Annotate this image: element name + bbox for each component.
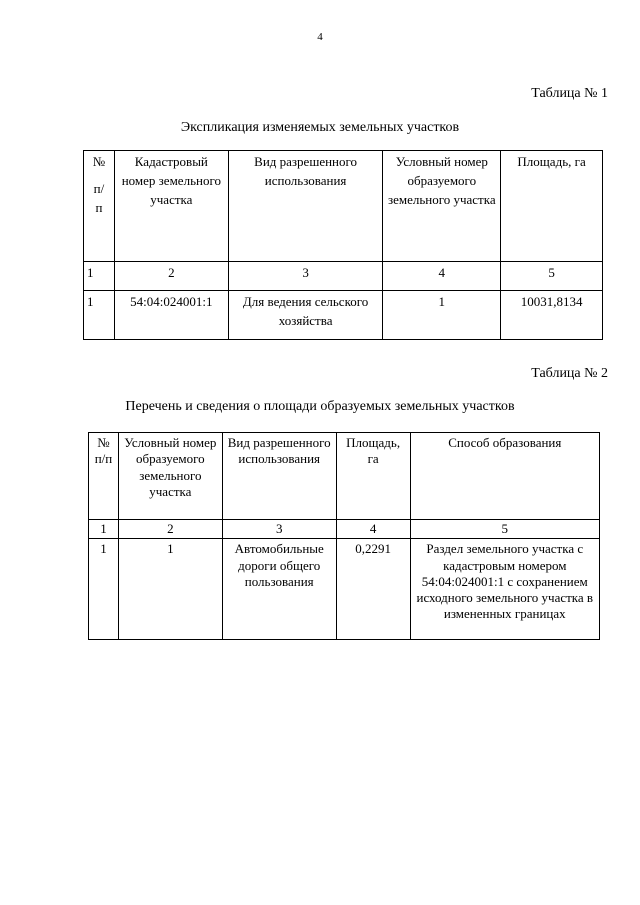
table2-number-4: 4 [336, 520, 410, 539]
table2-title: Перечень и сведения о площади образуемых земельных участков [125, 399, 515, 414]
table2-cell-usage: Автомобильные дороги общего пользования [222, 539, 336, 640]
table1-header-usage: Вид разрешенного использования [228, 151, 383, 262]
table-row [89, 539, 600, 640]
table1-number-1: 1 [84, 262, 115, 291]
table2-header-row [89, 433, 600, 520]
table-row [84, 291, 603, 340]
page-number: 4 [317, 31, 323, 43]
table2-header-usage: Вид разрешенного использования [222, 433, 336, 520]
table1-cell-cadastral: 54:04:024001:1 [114, 291, 228, 340]
table2-cell-num: 1 [89, 539, 119, 640]
table2-number-2: 2 [118, 520, 222, 539]
table1-header-conditional: Условный номер образуемого земельного участка [383, 151, 501, 262]
table1-number-2: 2 [114, 262, 228, 291]
table1-header-cadastral: Кадастровый номер земельного участка [114, 151, 228, 262]
table2-header-conditional: Условный номер образуемого земельного участка [118, 433, 222, 520]
table2-number-3: 3 [222, 520, 336, 539]
table2-number-5: 5 [410, 520, 599, 539]
table2-cell-method: Раздел земельного участка с кадастровым номером 54:04:024001:1 с сохранением исходного земельного участка в измененных границах [410, 539, 599, 640]
table1-header-num-top: № [92, 154, 106, 169]
table1-number-5: 5 [501, 262, 603, 291]
table1-numbers-row [84, 262, 603, 291]
table2-header-method: Способ образования [410, 433, 599, 520]
table1 [83, 150, 603, 340]
table2-header-num: № п/п [89, 433, 119, 520]
table1-title: Экспликация изменяемых земельных участков [180, 120, 460, 135]
table1-cell-usage: Для ведения сельского хозяйства [228, 291, 383, 340]
table1-number-4: 4 [383, 262, 501, 291]
table2-header-area: Площадь, га [336, 433, 410, 520]
table2-cell-area: 0,2291 [336, 539, 410, 640]
table1-cell-area: 10031,8134 [501, 291, 603, 340]
table1-label: Таблица № 1 [531, 86, 608, 101]
table2-number-1: 1 [89, 520, 119, 539]
table1-header-row [84, 151, 603, 262]
table1-number-3: 3 [228, 262, 383, 291]
table2-numbers-row [89, 520, 600, 539]
table2-label: Таблица № 2 [531, 366, 608, 381]
table1-cell-conditional: 1 [383, 291, 501, 340]
table1-header-num [84, 151, 115, 262]
table2 [88, 432, 600, 640]
table2-cell-conditional: 1 [118, 539, 222, 640]
table1-header-num-bottom: п/ п [93, 180, 105, 215]
table1-header-area: Площадь, га [501, 151, 603, 262]
table1-cell-num: 1 [84, 291, 115, 340]
